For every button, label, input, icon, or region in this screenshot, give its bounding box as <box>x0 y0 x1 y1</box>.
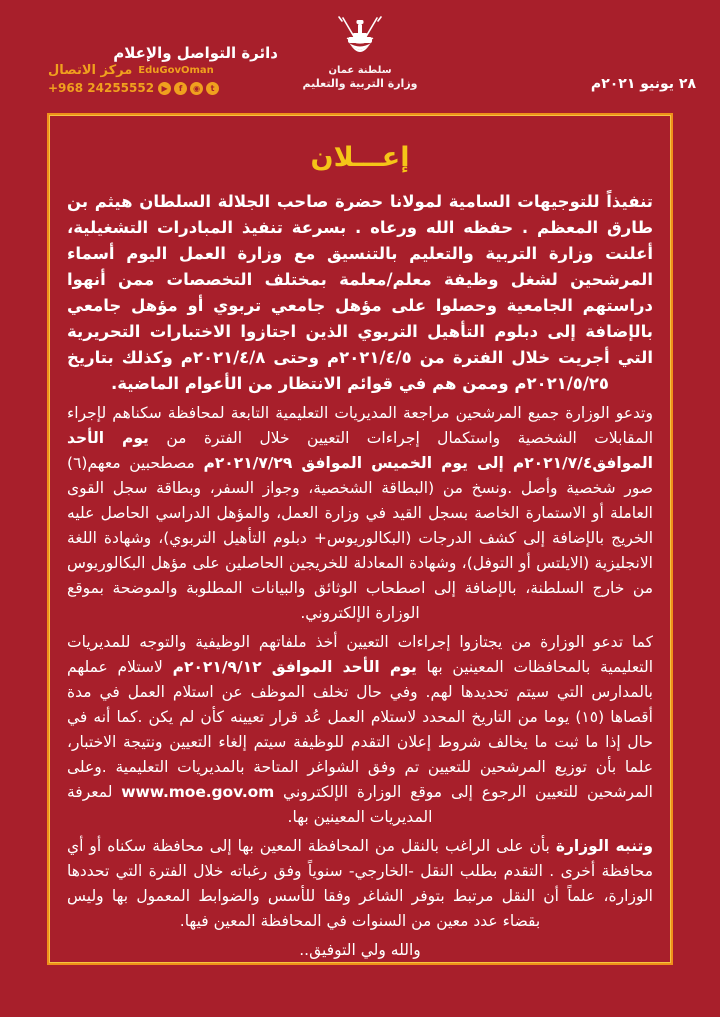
publication-date: ٢٨ يونيو ٢٠٢١م <box>590 76 696 92</box>
announcement-title: إعـــلان <box>310 142 410 173</box>
oman-national-emblem <box>295 14 425 90</box>
contact-row <box>48 81 278 95</box>
instagram-icon[interactable]: ◉ <box>190 82 203 95</box>
phone-number: +968 24255552 <box>48 81 155 95</box>
paragraph-4-body: بأن على الراغب بالنقل من المحافظة المعين بها إلى محافظة سكناه أو أي محافظة أخرى . التقدم بطلب النقل -الخارجي- سنوياً وفق رغباته خلال الفترة التي تحددها الوزارة، علماً أن النقل مرتبط بتوفر الشاغر وفقا للأسس والضوابط المعمول بها وليس بقضاء عدد معين من السنوات في المحافظة المعين فيها. <box>67 836 653 930</box>
paragraph-1-text: تنفيذاً للتوجيهات السامية لمولانا حضرة صاحب الجلالة السلطان هيثم بن طارق المعظم . حفظه الله ورعاه . بسرعة تنفيذ المبادرات التشغيلية، أعلنت وزارة التربية والتعليم بالتنسيق مع وزارة العمل اليوم أسماء المرشحين لشغل وظيفة معلم/معلمة بمختلف التخصصات ممن أنهوا دراستهم الجامعية وحصلوا على مؤهل جامعي تربوي أو مؤهل جامعي بالإضافة إلى دبلوم التأهيل التربوي الذين اجتازوا الاختبارات التحريرية التي أجريت خلال الفترة من ٢٠٢١/٤/٥م وحتى ٢٠٢١/٤/٨م وكذلك بتاريخ ٢٠٢١/٥/٢٥م وممن هم في قوائم الانتظار من الأعوام الماضية. <box>67 191 653 393</box>
closing-invocation: والله ولي التوفيق.. <box>299 940 421 959</box>
announcement-paragraph-1 <box>67 189 653 397</box>
ministry-notice-lead: وتنبه الوزارة <box>555 836 653 855</box>
emblem-ministry-line: وزارة التربية والتعليم <box>302 77 418 90</box>
emblem-country-line: سلطنة عمان <box>328 65 392 76</box>
ministry-website-link[interactable]: www.moe.gov.om <box>121 782 275 801</box>
youtube-icon[interactable]: ▶ <box>158 82 171 95</box>
page-header <box>0 0 720 113</box>
social-links <box>158 82 219 95</box>
call-center-row <box>48 63 278 78</box>
announcement-paragraph-3 <box>67 630 653 830</box>
department-name: دائرة التواصل والإعلام <box>113 44 278 62</box>
announcement-frame <box>47 113 673 965</box>
twitter-icon[interactable]: t <box>206 82 219 95</box>
reporting-date: يوم الأحد الموافق ٢٠٢١/٩/١٢م <box>172 657 417 676</box>
communications-department-brand <box>48 44 278 95</box>
khanjar-crossed-swords-icon <box>329 14 391 64</box>
paragraph-3-tail: لمعرفة المديريات المعينين بها. <box>67 782 433 826</box>
paragraph-3-body: لاستلام عملهم بالمدارس التي سيتم تحديدها لهم. وفي حال تخلف الموظف عن استلام العمل في مدة أقصاها (١٥) يوما من التاريخ المحدد لاستلام العمل عُد قرار تعيينه كأن لم يكن .كما أنه في حال إذا ما ثبت ما يخالف شروط إعلان التقدم للوظيفة سيتم إلغاء التعيين ونتيجة الاختبار، علما بأن توزيع المرشحين للتعيين تم وفق الشواغر المتاحة بالمديريات التعليمية .وعلى المرشحين للتعيين الرجوع إلى موقع الوزارة الإلكتروني <box>67 657 653 801</box>
brand-handle: EduGovOman <box>138 65 214 76</box>
paragraph-3-lead: كما تدعو الوزارة من يجتازوا إجراءات التعيين أخذ ملفاتهم الوظيفية والتوجه للمديريات التعليمية بالمحافظات المعينين بها <box>67 632 653 676</box>
interview-period-dates: يوم الأحد الموافق٢٠٢١/٧/٤م إلى يوم الخميس الموافق ٢٠٢١/٧/٢٩م <box>67 428 653 472</box>
paragraph-2-requirements: مصطحبين معهم(٦) صور شخصية وأصل .ونسخ من (البطاقة الشخصية، وجواز السفر، وبطاقة سجل القوى العاملة أو الاستمارة الخاصة بسجل القيد في وزارة العمل، والمؤهل الدراسي الحاصل عليه الخريج بالإضافة إلى كشف الدرجات (البكالوريوس+ دبلوم التأهيل التربوي)، وشهادة اللغة الانجليزية (الايلتس أو التوفل)، وشهادة المعادلة للخريجين الحاصلين على مؤهل البكالوريوس من خارج السلطنة، بالإضافة إلى اصطحاب الوثائق والبيانات المطلوبة والموضحة بموقع الوزارة الإلكتروني. <box>67 453 653 622</box>
facebook-icon[interactable]: f <box>174 82 187 95</box>
call-center-label: مركز الاتصال <box>48 63 133 78</box>
announcement-paragraph-2 <box>67 401 653 626</box>
paragraph-2-lead: وتدعو الوزارة جميع المرشحين مراجعة المديريات التعليمية التابعة لمحافظة سكناهم لإجراء المقابلات الشخصية واستكمال إجراءات التعيين خلال الفترة من <box>67 403 654 447</box>
announcement-paragraph-4 <box>67 834 653 934</box>
